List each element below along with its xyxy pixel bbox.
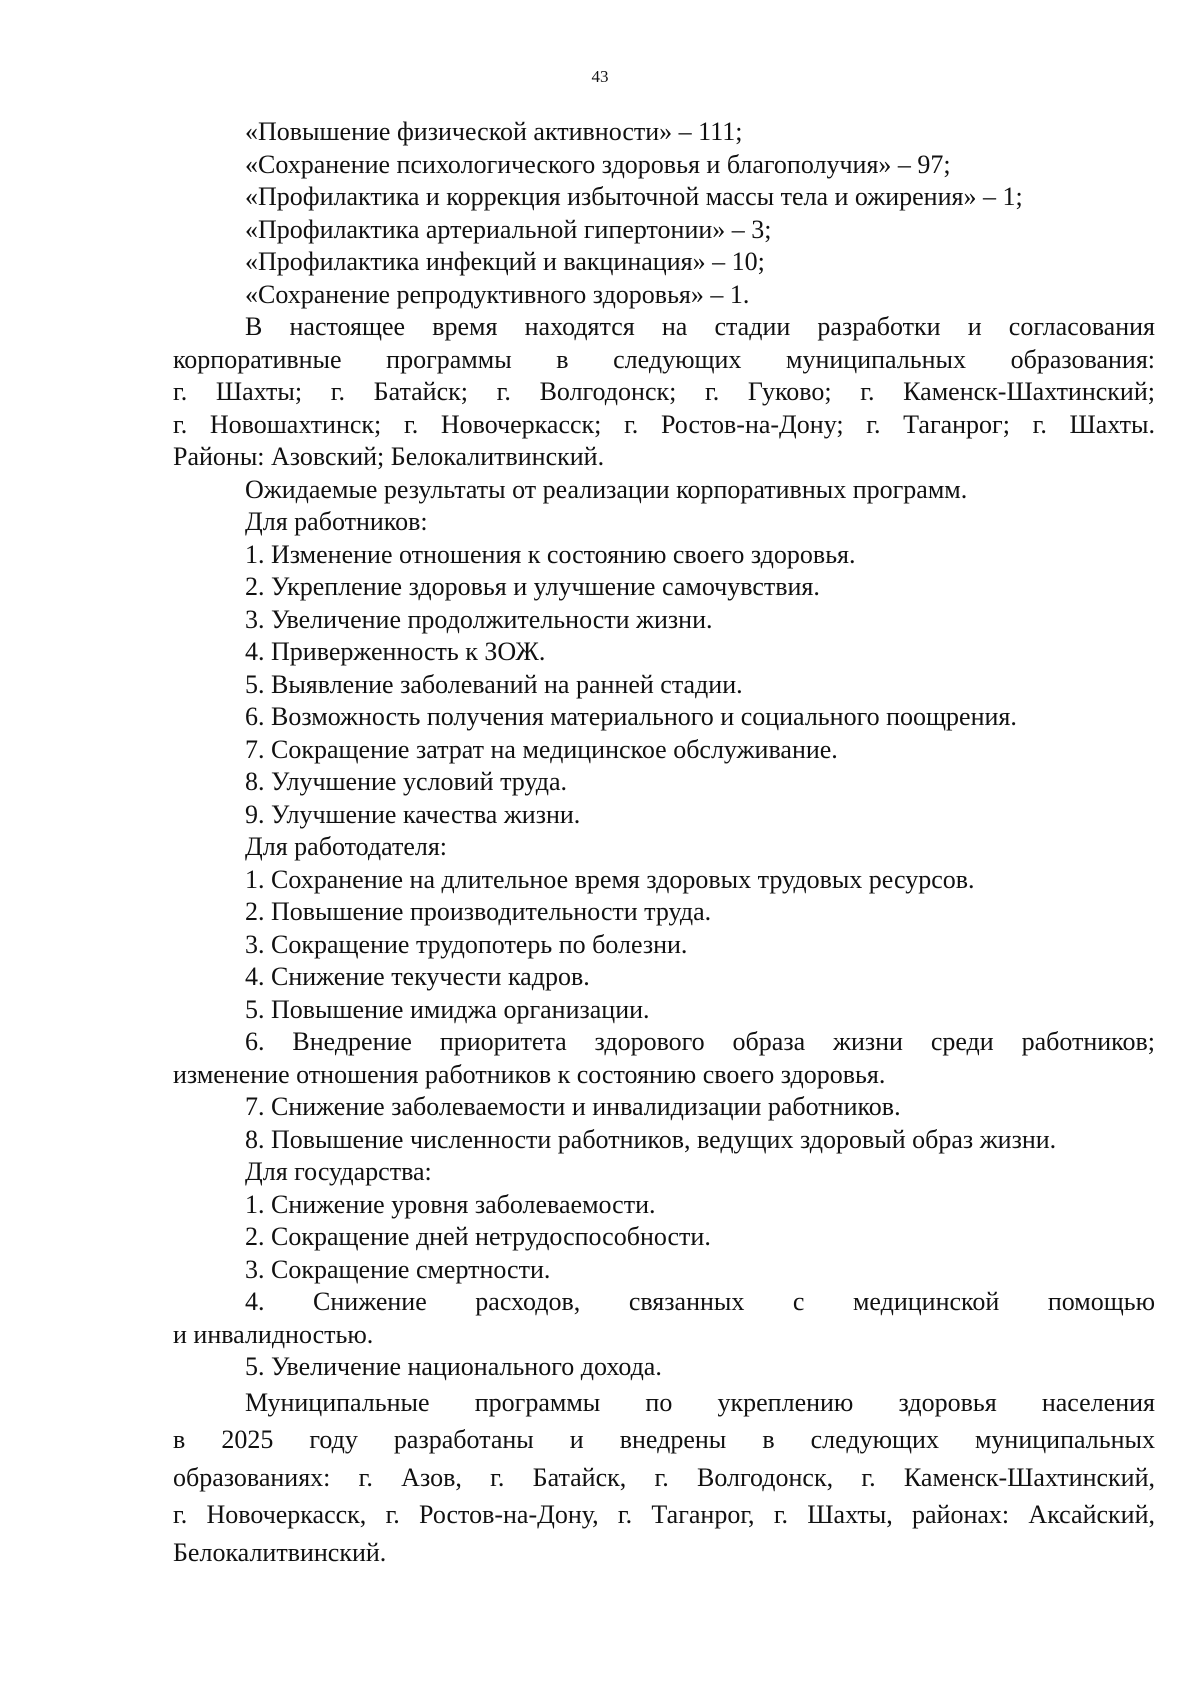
state-item: 5. Увеличение национального дохода. (245, 1352, 662, 1381)
state-item-continuation: и инвалидностью. (173, 1319, 374, 1349)
program-item: «Повышение физической активности» – 111; (245, 117, 743, 146)
program-item: «Профилактика инфекций и вакцинация» – 10; (245, 247, 765, 276)
expected-results-heading: Ожидаемые результаты от реализации корпоративных программ. (245, 474, 968, 504)
employees-item: 4. Приверженность к ЗОЖ. (245, 637, 546, 666)
employer-item: 8. Повышение численности работников, ведущих здоровый образ жизни. (245, 1124, 1057, 1154)
employer-item: 6. Внедрение приоритета здорового образа жизни среди работников; (245, 1027, 1155, 1056)
program-item: «Сохранение психологического здоровья и благополучия» – 97; (245, 149, 951, 179)
state-item: 1. Снижение уровня заболеваемости. (245, 1189, 656, 1219)
employees-item: 5. Выявление заболеваний на ранней стадии. (245, 669, 743, 699)
employer-item: 3. Сокращение трудопотерь по болезни. (245, 929, 688, 959)
development-paragraph-line: В настоящее время находятся на стадии разработки и согласования (245, 312, 1155, 341)
state-item: 2. Сокращение дней нетрудоспособности. (245, 1222, 711, 1251)
employees-heading: Для работников: (245, 507, 428, 536)
employer-item: 5. Повышение имиджа организации. (245, 994, 650, 1024)
page-body (173, 116, 1155, 1571)
state-item: 4. Снижение расходов, связанных с медицинской помощью (245, 1287, 1155, 1316)
municipal-paragraph-line: в 2025 году разработаны и внедрены в следующих муниципальных (173, 1425, 1155, 1454)
program-item: «Сохранение репродуктивного здоровья» – 1. (245, 279, 750, 309)
employer-item: 4. Снижение текучести кадров. (245, 962, 590, 991)
employer-heading: Для работодателя: (245, 832, 448, 861)
employer-item: 2. Повышение производительности труда. (245, 897, 712, 926)
employees-item: 3. Увеличение продолжительности жизни. (245, 604, 713, 634)
development-paragraph-line: Районы: Азовский; Белокалитвинский. (173, 442, 605, 471)
municipal-paragraph-line: Муниципальные программы по укреплению здоровья населения (245, 1387, 1155, 1417)
page-number: 43 (591, 67, 609, 86)
employer-item-continuation: изменение отношения работников к состоянию своего здоровья. (173, 1059, 886, 1089)
employees-item: 2. Укрепление здоровья и улучшение самочувствия. (245, 572, 820, 601)
state-item: 3. Сокращение смертности. (245, 1254, 551, 1284)
development-paragraph-line: г. Новошахтинск; г. Новочеркасск; г. Ростов-на-Дону; г. Таганрог; г. Шахты. (173, 409, 1155, 439)
municipal-paragraph-line: г. Новочеркасск, г. Ростов-на-Дону, г. Таганрог, г. Шахты, районах: Аксайский, (173, 1500, 1155, 1529)
program-item: «Профилактика и коррекция избыточной массы тела и ожирения» – 1; (245, 182, 1023, 211)
municipal-paragraph (173, 1384, 1155, 1572)
employer-item: 1. Сохранение на длительное время здоровых трудовых ресурсов. (245, 864, 975, 894)
employees-item: 9. Улучшение качества жизни. (245, 799, 581, 829)
employer-item: 7. Снижение заболеваемости и инвалидизации работников. (245, 1092, 901, 1121)
municipal-paragraph-line: образованиях: г. Азов, г. Батайск, г. Волгодонск, г. Каменск-Шахтинский, (173, 1462, 1155, 1492)
development-paragraph-line: г. Шахты; г. Батайск; г. Волгодонск; г. Гуково; г. Каменск-Шахтинский; (173, 377, 1155, 406)
employees-item: 7. Сокращение затрат на медицинское обслуживание. (245, 734, 838, 764)
employees-item: 6. Возможность получения материального и социального поощрения. (245, 702, 1017, 731)
program-item: «Профилактика артериальной гипертонии» – 3; (245, 214, 772, 244)
development-paragraph-line: корпоративные программы в следующих муниципальных образования: (173, 344, 1155, 374)
employees-item: 1. Изменение отношения к состоянию своего здоровья. (245, 539, 856, 569)
employees-item: 8. Улучшение условий труда. (245, 767, 568, 796)
municipal-paragraph-line: Белокалитвинский. (173, 1537, 387, 1567)
state-heading: Для государства: (245, 1157, 432, 1186)
